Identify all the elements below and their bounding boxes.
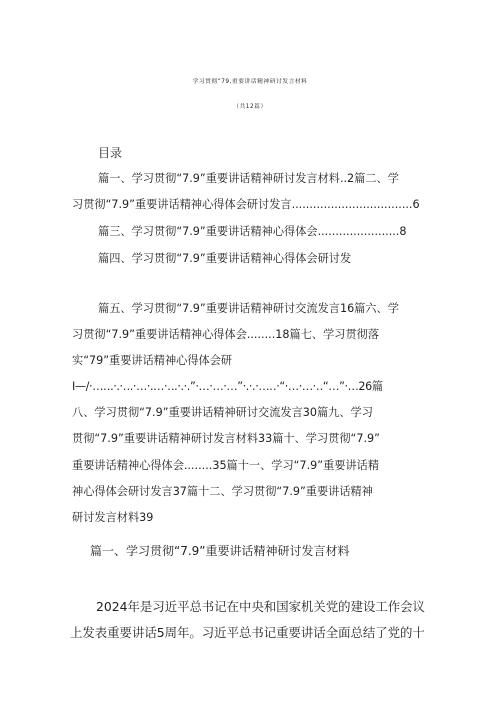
toc-line: 神心得体会研讨发言37篇十二、学习贯彻“7.9”重要讲话精神 [72,485,373,498]
body-paragraph-line: 2024年是习近平总书记在中央和国家机关党的建设工作会议 [96,599,425,614]
document-title-line1: 学习贯彻“79,重要讲话精神研讨发言材料 [192,79,308,85]
toc-line: 习贯彻“7.9”重要讲话精神心得体会研讨发言..................................6 [72,198,420,211]
toc-line: 篇五、学习贯彻“7.9”重要讲话精神研讨交流发言16篇六、学 [98,302,399,315]
toc-heading: 目录 [98,146,123,160]
section-title: 篇一、学习贯彻“7.9”重要讲话精神研讨发言材料 [90,544,350,558]
toc-line: 篇三、学习贯彻“7.9”重要讲话精神心得体会.......................8 [98,225,407,238]
toc-line: 习贯彻“7.9”重要讲话精神心得体会........18篇七、学习贯彻落 [72,328,380,341]
toc-line: 篇四、学习贯彻“7.9”重要讲话精神心得体会研讨发 [98,252,352,265]
toc-line: I—/·…‥.·.·‥.·…·.…·‥.·.·.”·…·…·…”·.·.·…‥·“·…·…·‥“…”·…26篇 [72,380,383,393]
toc-line: 实“79”重要讲话精神心得体会研 [72,354,233,367]
document-title-line2: （共12篇） [233,104,267,110]
body-paragraph-line: 上发表重要讲话5周年。习近平总书记重要讲话全面总结了党的十 [70,625,425,640]
toc-line: 研讨发言材料39 [72,511,154,524]
toc-line: 篇一、学习贯彻“7.9”重要讲话精神研讨发言材料..2篇二、学 [98,172,399,185]
toc-line: 八、学习贯彻“7.9”重要讲话精神研讨交流发言30篇九、学习 [72,406,373,419]
toc-line: 重要讲话精神心得体会........35篇十一、学习“7.9”重要讲话精 [72,459,380,472]
toc-line: 贯彻“7.9”重要讲话精神研讨发言材料33篇十、学习贯彻“7.9” [72,432,380,445]
